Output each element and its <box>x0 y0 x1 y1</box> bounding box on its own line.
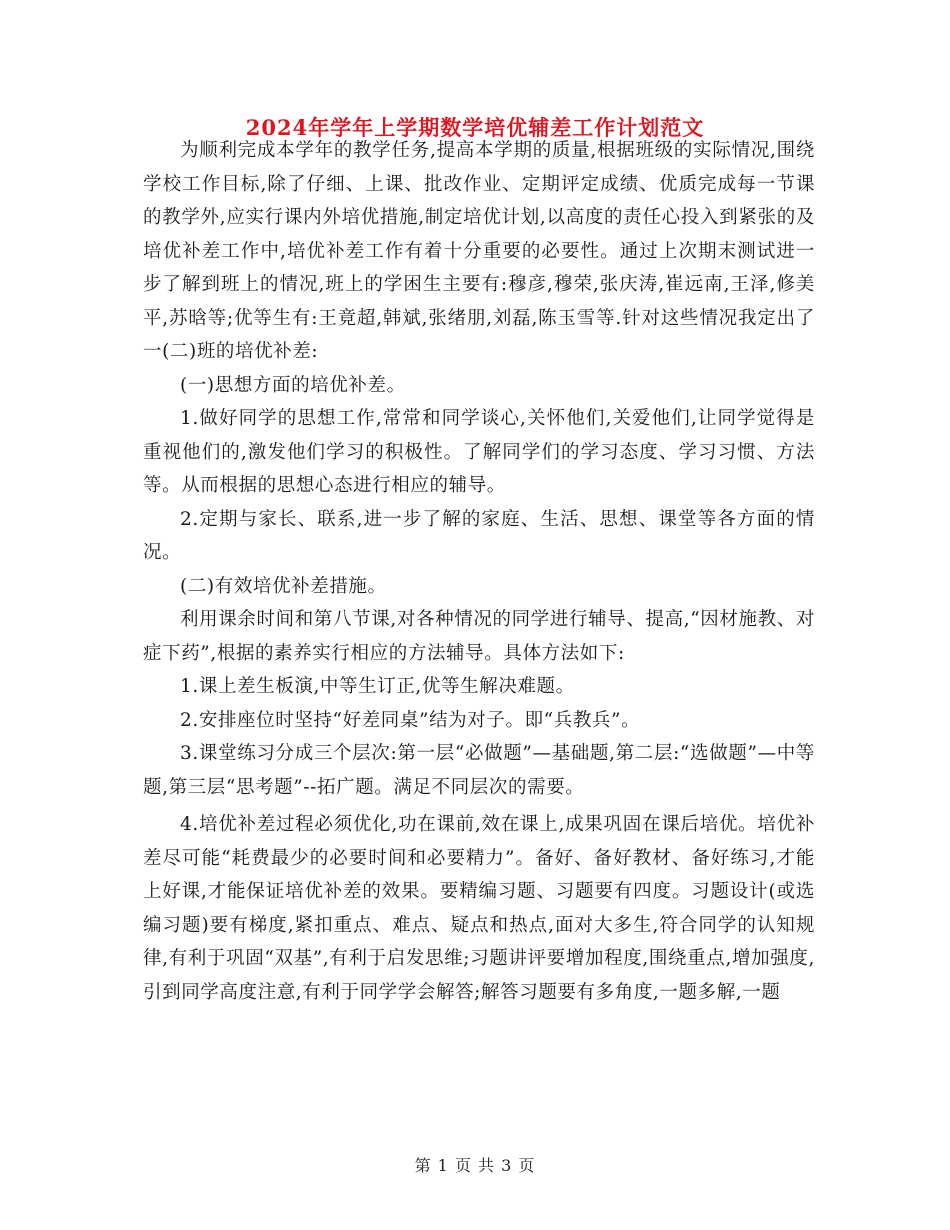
paragraph-section-heading-1: (一)思想方面的培优补差。 <box>180 374 406 396</box>
paragraph-section-heading-2: (二)有效培优补差措施。 <box>180 575 387 597</box>
paragraph-item: 2.定期与家长、联系,进一步了解的家庭、生活、思想、课堂等各方面的情况。 <box>143 508 815 563</box>
page-number: 第 1 页 共 3 页 <box>414 1156 536 1175</box>
paragraph-body: 利用课余时间和第八节课,对各种情况的同学进行辅导、提高,“因材施教、对症下药”,根据的素养实行相应的方法辅导。具体方法如下: <box>143 609 815 664</box>
paragraph-item: 1.课上差生板演,中等生订正,优等生解决难题。 <box>180 676 575 697</box>
paragraph-item: 1.做好同学的思想工作,常常和同学谈心,关怀他们,关爱他们,让同学觉得是重视他们的,激发他们学习的积极性。了解同学们的学习态度、学习习惯、方法等。从而根据的思想心态进行相应的辅导。 <box>143 408 815 496</box>
paragraph-intro: 为顺利完成本学年的教学任务,提高本学期的质量,根据班级的实际情况,围绕学校工作目标,除了仔细、上课、批改作业、定期评定成绩、优质完成每一节课的教学外,应实行课内外培优措施,制定培优计划,以高度的责任心投入到紧张的及培优补差工作中,培优补差工作有着十分重要的必要性。通过上次期末测试进一步了解到班上的情况,班上的学困生主要有:穆彦,穆荣,张庆涛,崔远南,王泽,修美平,苏晗等;优等生有:王竟超,韩斌,张绪朋,刘磊,陈玉雪等.针对这些情况我定出了一(二)班的培优补差: <box>143 140 815 362</box>
paragraph-item: 4.培优补差过程必须优化,功在课前,效在课上,成果巩固在课后培优。培优补差尽可能“耗费最少的必要时间和必要精力”。备好、备好教材、备好练习,才能上好课,才能保证培优补差的效果。要精编习题、习题要有四度。习题设计(或选编习题)要有梯度,紧扣重点、难点、疑点和热点,面对大多生,符合同学的认知规律,有利于巩固“双基”,有利于启发思维;习题讲评要增加程度,围绕重点,增加强度,引到同学高度注意,有利于同学学会解答;解答习题要有多角度,一题多解,一题 <box>143 814 815 1003</box>
paragraph-item: 2.安排座位时坚持“好差同桌”结为对子。即“兵教兵”。 <box>180 709 641 731</box>
paragraph-item: 3.课堂练习分成三个层次:第一层“必做题”—基础题,第二层:“选做题”—中等题,第三层“思考题”--拓广题。满足不同层次的需要。 <box>143 743 815 798</box>
document-body <box>143 134 815 1009</box>
document-title: 2024年学年上学期数学培优辅差工作计划范文 <box>245 115 705 140</box>
